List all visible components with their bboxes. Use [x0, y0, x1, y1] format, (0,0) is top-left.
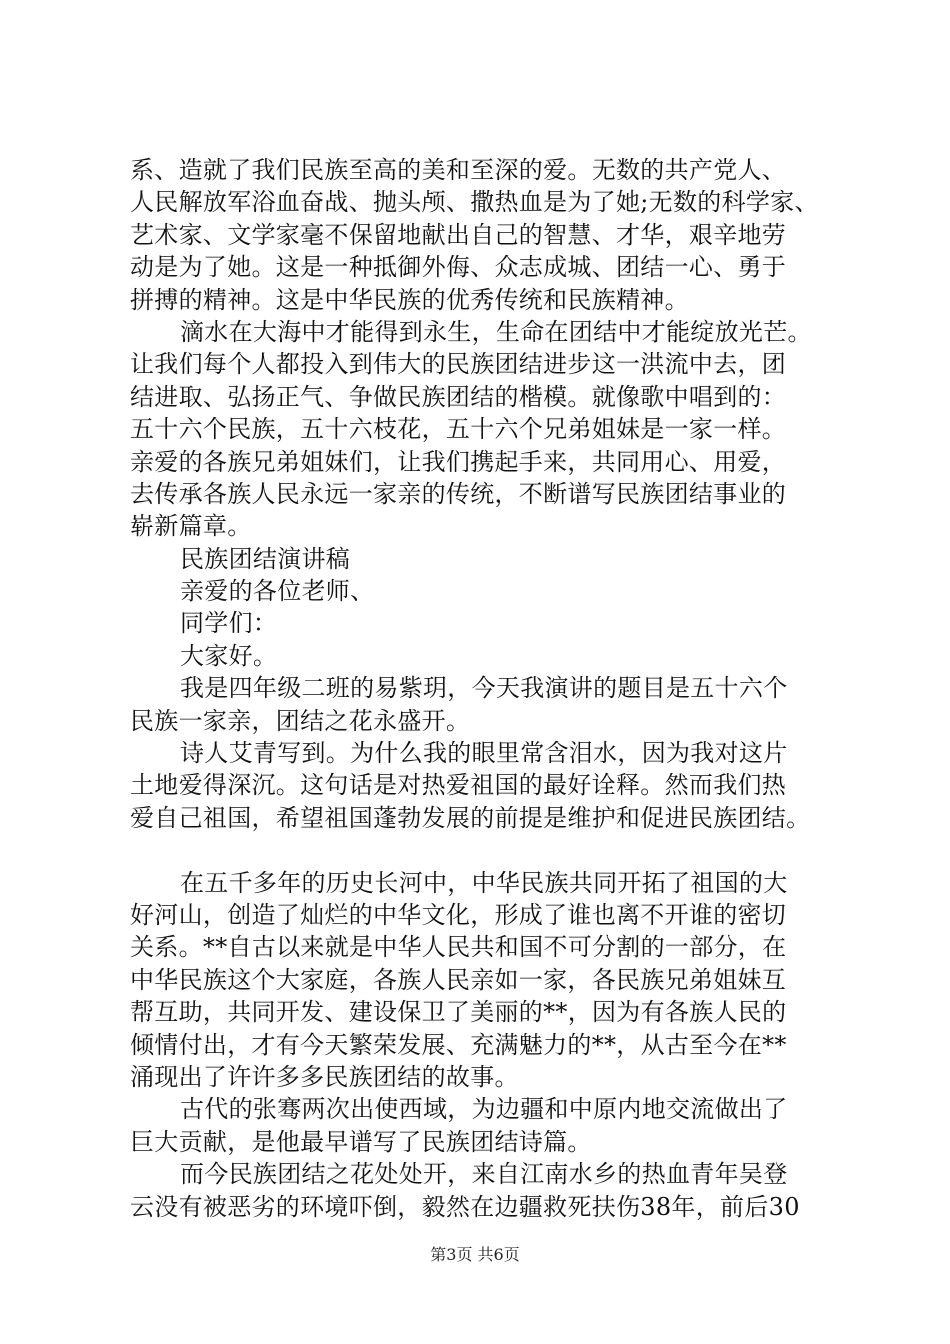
text-line: 崭新篇章。 — [130, 512, 252, 541]
blank-line — [130, 834, 840, 866]
text-line: 云没有被恶劣的环境吓倒，毅然在边疆救死扶伤38年，前后30 — [130, 1192, 800, 1221]
text-line: 而今民族团结之花处处开，来自江南水乡的热血青年吴登 — [180, 1160, 788, 1189]
text-line: 滴水在大海中才能得到永生，生命在团结中才能绽放光芒。 — [180, 317, 812, 346]
text-line: 土地爱得深沉。这句话是对热爱祖国的最好诠释。然而我们热 — [130, 771, 787, 800]
text-line: 巨大贡献，是他最早谱写了民族团结诗篇。 — [130, 1127, 592, 1156]
text-line: 民族团结演讲稿 — [180, 544, 351, 573]
text-line: 关系。**自古以来就是中华人民共和国不可分割的一部分，在 — [130, 933, 787, 962]
text-line: 结进取、弘扬正气、争做民族团结的楷模。就像歌中唱到的： — [130, 382, 787, 411]
text-line: 我是四年级二班的易紫玥，今天我演讲的题目是五十六个 — [180, 674, 788, 703]
text-line: 古代的张骞两次出使西域，为边疆和中原内地交流做出了 — [180, 1095, 788, 1124]
text-line: 同学们： — [180, 609, 278, 638]
text-line: 涌现出了许许多多民族团结的故事。 — [130, 1062, 519, 1091]
text-line: 大家好。 — [180, 641, 278, 670]
text-line: 动是为了她。这是一种抵御外侮、众志成城、团结一心、勇于 — [130, 253, 787, 282]
text-line: 让我们每个人都投入到伟大的民族团结进步这一洪流中去，团 — [130, 350, 787, 379]
text-line: 在五千多年的历史长河中，中华民族共同开拓了祖国的大 — [180, 868, 788, 897]
text-line: 艺术家、文学家毫不保留地献出自己的智慧、才华，艰辛地劳 — [130, 220, 787, 249]
text-line: 人民解放军浴血奋战、抛头颅、撒热血是为了她;无数的科学家、 — [130, 188, 819, 217]
text-line: 爱自己祖国，希望祖国蓬勃发展的前提是维护和促进民族团结。 — [130, 803, 811, 832]
body-text — [130, 154, 840, 1223]
text-line: 亲爱的各位老师、 — [180, 577, 375, 606]
text-line: 系、造就了我们民族至高的美和至深的爱。无数的共产党人、 — [130, 156, 787, 184]
text-line: 倾情付出，才有今天繁荣发展、充满魅力的**，从古至今在** — [130, 1030, 787, 1059]
text-line: 帮互助，共同开发、建设保卫了美丽的**，因为有各族人民的 — [130, 998, 787, 1027]
text-line: 民族一家亲，团结之花永盛开。 — [130, 706, 471, 735]
page-footer: 第3页 共6页 — [430, 1245, 520, 1264]
text-line: 五十六个民族，五十六枝花，五十六个兄弟姐妹是一家一样。 — [130, 415, 787, 444]
text-line: 中华民族这个大家庭，各族人民亲如一家，各民族兄弟姐妹互 — [130, 965, 787, 994]
text-line: 去传承各族人民永远一家亲的传统，不断谱写民族团结事业的 — [130, 479, 787, 508]
text-line: 拼搏的精神。这是中华民族的优秀传统和民族精神。 — [130, 285, 689, 314]
text-line: 好河山，创造了灿烂的中华文化，形成了谁也离不开谁的密切 — [130, 900, 787, 929]
text-line: 亲爱的各族兄弟姐妹们，让我们携起手来，共同用心、用爱， — [130, 447, 787, 476]
text-line: 诗人艾青写到。为什么我的眼里常含泪水，因为我对这片 — [180, 739, 788, 768]
